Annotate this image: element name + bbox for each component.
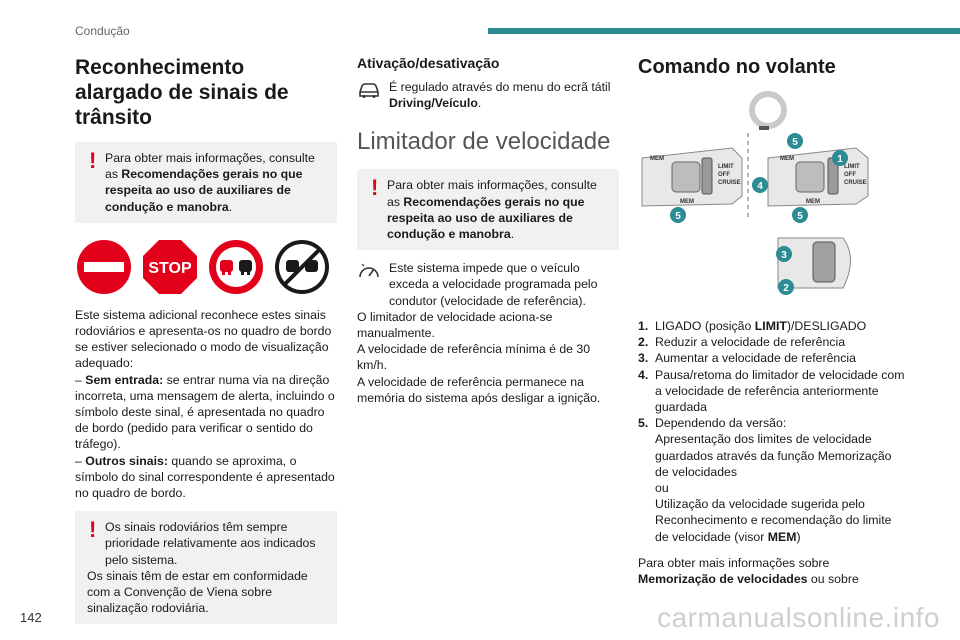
callout-1 (832, 150, 848, 166)
callout-4 (752, 177, 768, 193)
car-settings-icon (357, 79, 383, 111)
callout-3 (776, 246, 792, 262)
list-item: 4. Pausa/retoma do limitador de velocidade com a velocidade de referência anteriormente guardada (638, 367, 905, 415)
list-item: 5. Dependendo da versão: Apresentação dos limites de velocidade guardados através da função Memorização de velocidades ou Utilização da velocidade sugerida pelo Reconhecimento e recomendação do limite de velocidade (visor MEM) (638, 416, 892, 544)
section-title-steering-control: Comando no volante (638, 56, 836, 78)
traffic-signs-description: Este sistema adicional reconhece estes sinais rodoviários e apresenta-os no quadro de bordo se estiver selecionado o modo de visualização adequado: – Sem entrada: se entrar numa via na direção incorreta, uma mensagem de alerta, incluindo o símbolo deste sinal, é apresentada no quadro de bordo (pedido para verificar o sentido do tráfego). – Outros sinais: quando se aproxima, o símbolo do sinal correspondente é apresentado no quadro de bordo. (75, 307, 337, 501)
stop-sign-icon (141, 238, 199, 296)
section-title-speed-limiter: Limitador de velocidade (357, 128, 611, 156)
callout-2 (778, 279, 794, 295)
column-traffic-signs (75, 55, 337, 624)
speedometer-icon (357, 260, 383, 309)
page-number: 142 (20, 610, 42, 625)
steering-wheel-icon (752, 94, 784, 130)
callout-5 (670, 207, 686, 223)
list-item: – Outros sinais: quando se aproxima, o símbolo do sinal correspondente é apresentado no quadro de bordo. (75, 453, 335, 501)
section-label: Condução (75, 24, 130, 38)
list-item: – Sem entrada: se entrar numa via na direção incorreta, uma mensagem de alerta, incluindo o símbolo deste sinal, é apresentada no quadro de bordo (pedido para verificar o sentido do tráfego). (75, 372, 335, 452)
warning-icon: ! (371, 175, 379, 201)
activation-instruction: É regulado através do menu do ecrã tátil Driving/Veículo. (357, 79, 619, 111)
svg-text:2: 2 (783, 283, 789, 294)
no-entry-sign-icon (75, 238, 133, 296)
svg-text:OFF: OFF (844, 172, 856, 178)
list-item: 1. LIGADO (posição LIMIT)/DESLIGADO (638, 319, 867, 333)
svg-text:1: 1 (837, 154, 843, 165)
warning-box: ! Os sinais rodoviários têm sempre prioridade relativamente aos indicados pelo sistema. Os sinais têm de estar em conformidade com a Convenção de Viena sobre sinalização rodoviária. (75, 511, 337, 624)
end-no-overtaking-sign-icon (273, 238, 331, 296)
svg-text:5: 5 (792, 137, 798, 148)
column-steering-control (638, 55, 908, 587)
list-item: 3. Aumentar a velocidade de referência (638, 351, 856, 366)
speed-limiter-description: Este sistema impede que o veículo exceda a velocidade programada pelo condutor (velocidade de referência). O limitador de velocidade aciona-se manualmente. A velocidade de referência mínima é de 30 km/h. A velocidade de referência permanece na memória do sistema após desligar a ignição. (357, 261, 601, 405)
watermark: carmanualsonline.info (657, 602, 940, 633)
speed-control-stalk-right (768, 148, 868, 206)
link-recommendations: Recomendações gerais no que respeita ao uso de auxiliares de condução e manobra (105, 167, 303, 214)
svg-text:LIMIT: LIMIT (718, 164, 734, 170)
section-title-traffic-signs: Reconhecimento alargado de sinais de trânsito (75, 56, 289, 129)
svg-text:MEM: MEM (780, 156, 794, 162)
svg-text:CRUISE: CRUISE (718, 180, 741, 186)
warning-box: ! Para obter mais informações, consulte as Recomendações gerais no que respeita ao uso de auxiliares de condução e manobra. (357, 169, 619, 250)
svg-text:3: 3 (781, 250, 787, 261)
svg-text:MEM: MEM (806, 199, 820, 205)
link-recommendations: Recomendações gerais no que respeita ao uso de auxiliares de condução e manobra (387, 194, 585, 242)
svg-text:MEM: MEM (650, 156, 664, 162)
svg-text:5: 5 (675, 211, 681, 222)
callout-5 (792, 207, 808, 223)
control-legend-list (638, 318, 908, 545)
svg-text:LIMIT: LIMIT (844, 164, 860, 170)
link-speed-memorisation: Memorização de velocidades (638, 572, 808, 587)
more-info-paragraph: Para obter mais informações sobre Memorização de velocidades ou sobre (638, 555, 859, 587)
warning-icon: ! (89, 517, 97, 543)
traffic-sign-row (75, 239, 337, 295)
warning-icon: ! (89, 148, 97, 173)
speed-control-stalk-left (642, 148, 742, 206)
svg-text:MEM: MEM (680, 199, 694, 205)
svg-text:OFF: OFF (718, 172, 730, 178)
svg-text:5: 5 (797, 211, 803, 222)
callout-5 (787, 133, 803, 149)
no-overtaking-sign-icon (207, 238, 265, 296)
accent-bar (488, 28, 960, 34)
svg-text:4: 4 (757, 181, 763, 192)
subsection-title-activation: Ativação/desativação (357, 55, 500, 71)
steering-control-figure (638, 88, 900, 308)
warning-box: ! Para obter mais informações, consulte as Recomendações gerais no que respeita ao uso de auxiliares de condução e manobra. (75, 142, 337, 223)
column-speed-limiter (357, 55, 619, 406)
svg-text:CRUISE: CRUISE (844, 180, 867, 186)
stop-sign-text: STOP (148, 259, 192, 277)
list-item: 2. Reduzir a velocidade de referência (638, 335, 846, 350)
